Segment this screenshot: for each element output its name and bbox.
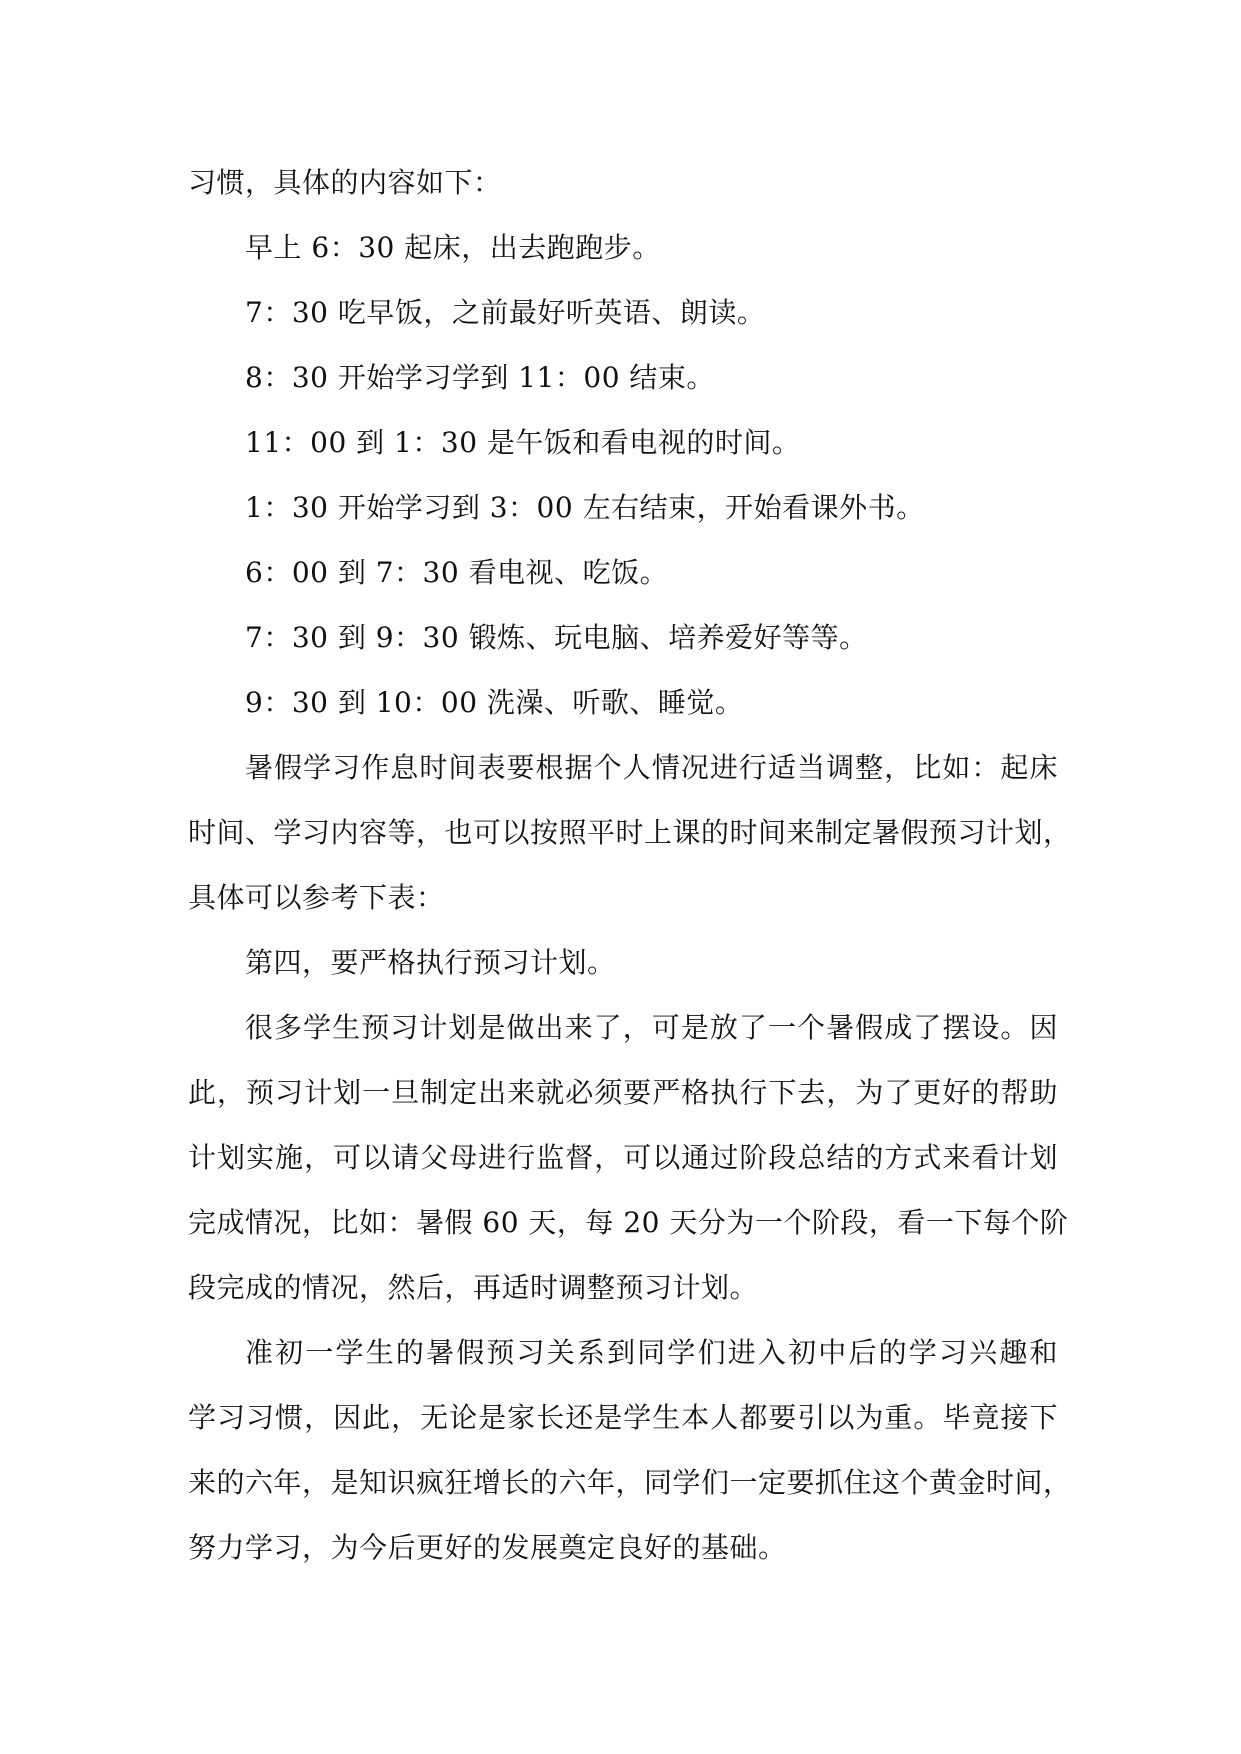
schedule-item: 7：30 吃早饭，之前最好听英语、朗读。 bbox=[245, 296, 766, 329]
paragraph-line: 具体可以参考下表： bbox=[188, 881, 445, 914]
schedule-item: 7：30 到 9：30 锻炼、玩电脑、培养爱好等等。 bbox=[245, 621, 868, 654]
paragraph-line: 暑假学习作息时间表要根据个人情况进行适当调整，比如：起床 bbox=[245, 751, 1058, 784]
paragraph-line: 时间、学习内容等，也可以按照平时上课的时间来制定暑假预习计划， bbox=[188, 816, 1072, 849]
paragraph-line: 学习习惯，因此，无论是家长还是学生本人都要引以为重。毕竟接下 bbox=[188, 1401, 1058, 1434]
schedule-item: 8：30 开始学习学到 11：00 结束。 bbox=[245, 361, 715, 394]
paragraph-line: 此，预习计划一旦制定出来就必须要严格执行下去，为了更好的帮助 bbox=[188, 1076, 1058, 1109]
schedule-item: 1：30 开始学习到 3：00 左右结束，开始看课外书。 bbox=[245, 491, 925, 524]
paragraph-line: 很多学生预习计划是做出来了，可是放了一个暑假成了摆设。因 bbox=[245, 1011, 1058, 1044]
paragraph-line: 计划实施，可以请父母进行监督，可以通过阶段总结的方式来看计划 bbox=[188, 1141, 1058, 1174]
text-line-continuation: 习惯，具体的内容如下： bbox=[188, 166, 502, 199]
paragraph-line: 完成情况，比如：暑假 60 天，每 20 天分为一个阶段，看一下每个阶 bbox=[188, 1206, 1069, 1239]
section-heading: 第四，要严格执行预习计划。 bbox=[245, 946, 616, 979]
paragraph-line: 准初一学生的暑假预习关系到同学们进入初中后的学习兴趣和 bbox=[245, 1336, 1058, 1369]
schedule-item: 9：30 到 10：00 洗澡、听歌、睡觉。 bbox=[245, 686, 744, 719]
paragraph-line: 来的六年，是知识疯狂增长的六年，同学们一定要抓住这个黄金时间， bbox=[188, 1466, 1072, 1499]
schedule-item: 6：00 到 7：30 看电视、吃饭。 bbox=[245, 556, 669, 589]
paragraph-line: 努力学习，为今后更好的发展奠定良好的基础。 bbox=[188, 1531, 787, 1564]
schedule-item: 早上 6：30 起床，出去跑跑步。 bbox=[245, 231, 661, 264]
paragraph-line: 段完成的情况，然后，再适时调整预习计划。 bbox=[188, 1271, 759, 1304]
schedule-item: 11：00 到 1：30 是午饭和看电视的时间。 bbox=[245, 426, 801, 459]
